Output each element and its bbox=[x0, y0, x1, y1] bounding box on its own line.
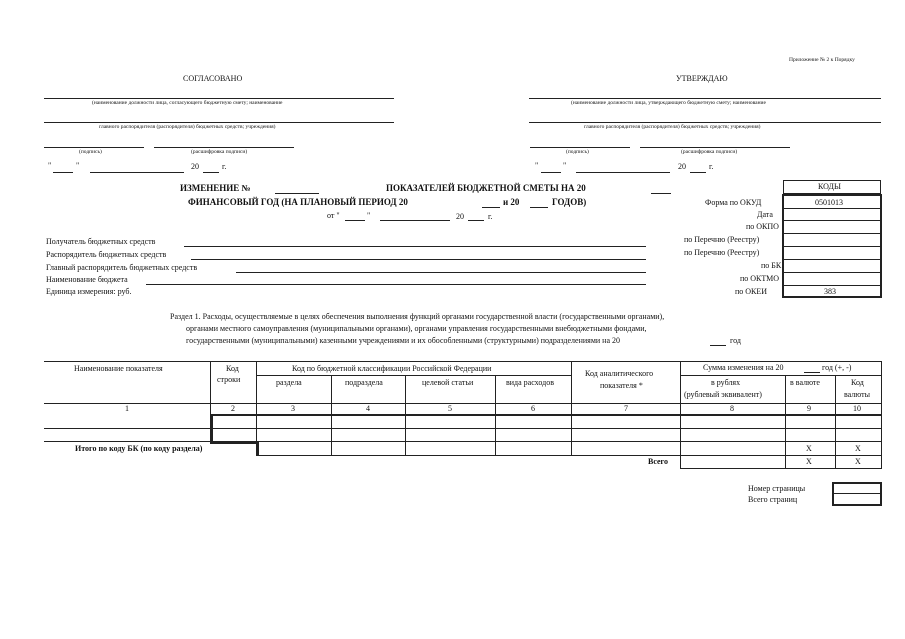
th-rub-a: в рублях bbox=[711, 378, 741, 387]
table-total-all-bottom bbox=[680, 468, 882, 469]
table-top-border bbox=[44, 361, 882, 362]
code-value-registry-1[interactable] bbox=[784, 234, 880, 246]
heading-plan-year1-line[interactable] bbox=[482, 207, 500, 208]
approval-right-year-line[interactable] bbox=[690, 172, 706, 173]
table-numbers-bottom bbox=[210, 414, 882, 416]
th-sum-a: Сумма изменения на 20 bbox=[703, 363, 784, 372]
approval-left-quote-open: " bbox=[48, 161, 52, 170]
section-year-suffix: год bbox=[730, 336, 741, 345]
approval-right-manager-line[interactable] bbox=[529, 122, 881, 123]
heading-date-year: 20 bbox=[456, 212, 464, 221]
th-curcode-b: валюты bbox=[844, 390, 871, 399]
approval-right-position-line[interactable] bbox=[529, 98, 881, 99]
approval-right-manager-caption: главного распорядителя (распорядителя) бюджетных средств; учреждения) bbox=[584, 124, 761, 130]
code-label-okud: Форма по ОКУД bbox=[705, 198, 762, 207]
th-code-b: строки bbox=[217, 375, 241, 384]
col-line bbox=[331, 375, 332, 455]
total-bk-x-curcode: X bbox=[855, 444, 861, 453]
th-name: Наименование показателя bbox=[74, 364, 163, 373]
approval-left-quote-close: " bbox=[76, 161, 80, 170]
code-value-oktmo[interactable] bbox=[784, 273, 880, 285]
page-box-divider bbox=[833, 493, 881, 494]
col-num-2: 2 bbox=[231, 404, 235, 413]
approval-right-position-caption: (наименование должности лица, утверждающего бюджетную смету; наименование bbox=[571, 100, 766, 106]
th-currency: в валюте bbox=[790, 378, 820, 387]
table-total-bk-bottom bbox=[256, 455, 882, 456]
approval-left-year-suffix: г. bbox=[222, 162, 227, 171]
code-value-okpo[interactable] bbox=[784, 221, 880, 233]
th-analytic-a: Код аналитического bbox=[585, 369, 654, 378]
th-bk-target: целевой статьи bbox=[422, 378, 474, 387]
col-line bbox=[571, 361, 572, 455]
table-row-divider bbox=[44, 441, 882, 442]
th-sum-b: год (+, -) bbox=[822, 363, 852, 372]
col-line bbox=[881, 361, 882, 468]
th-bk-subsection: подраздела bbox=[345, 378, 383, 387]
col-line bbox=[495, 375, 496, 455]
page-total-label: Всего страниц bbox=[748, 495, 798, 504]
col-num-8: 8 bbox=[730, 404, 734, 413]
field-recipient: Получатель бюджетных средств bbox=[46, 237, 156, 246]
page-number-label: Номер страницы bbox=[748, 484, 806, 493]
approval-left-title: СОГЛАСОВАНО bbox=[183, 74, 243, 83]
total-bk-label: Итого по коду БК (по коду раздела) bbox=[75, 444, 203, 453]
approval-right-quote-close: " bbox=[563, 161, 567, 170]
code-label-okpo: по ОКПО bbox=[746, 222, 779, 231]
approval-right-quote-open: " bbox=[535, 161, 539, 170]
sum-subheader-line bbox=[680, 375, 882, 376]
approval-right-year-suffix: г. bbox=[709, 162, 714, 171]
approval-right-decoding-caption: (расшифровка подписи) bbox=[681, 149, 738, 155]
field-manager: Распорядитель бюджетных средств bbox=[46, 250, 167, 259]
field-unit: Единица измерения: руб. bbox=[46, 287, 132, 296]
heading-date-quote: " bbox=[367, 211, 371, 220]
col-line bbox=[211, 414, 213, 442]
appendix-note: Приложение № 2 к Порядку bbox=[789, 57, 855, 63]
code-value-date[interactable] bbox=[784, 209, 880, 220]
approval-right-signature-caption: (подпись) bbox=[566, 149, 589, 155]
col-line bbox=[785, 375, 786, 468]
field-main-manager: Главный распорядитель бюджетных средств bbox=[46, 263, 198, 272]
col-num-6: 6 bbox=[531, 404, 535, 413]
col-num-1: 1 bbox=[125, 404, 129, 413]
code-row-divider bbox=[783, 285, 881, 286]
col-num-9: 9 bbox=[807, 404, 811, 413]
heading-change-no: ИЗМЕНЕНИЕ № bbox=[180, 183, 251, 193]
approval-left-manager-line[interactable] bbox=[44, 122, 394, 123]
approval-left-month-line[interactable] bbox=[90, 172, 184, 173]
code-value-okei: 383 bbox=[824, 287, 836, 296]
total-all-x-currency: X bbox=[806, 457, 812, 466]
col-num-4: 4 bbox=[366, 404, 370, 413]
section-year-line[interactable] bbox=[710, 345, 726, 346]
field-budget-name: Наименование бюджета bbox=[46, 275, 128, 284]
total-all-x-curcode: X bbox=[855, 457, 861, 466]
table-header-bottom bbox=[44, 403, 882, 404]
code-label-okei: по ОКЕИ bbox=[735, 287, 768, 296]
code-label-registry-2: по Перечню (Реестру) bbox=[684, 248, 760, 257]
approval-left-manager-caption: главного распорядителя (распорядителя) бюджетных средств; учреждения) bbox=[99, 124, 276, 130]
approval-right-year-prefix: 20 bbox=[678, 162, 686, 171]
heading-date-month-line[interactable] bbox=[380, 220, 450, 221]
codes-header: КОДЫ bbox=[818, 182, 841, 191]
code-label-oktmo: по ОКТМО bbox=[740, 274, 780, 283]
field-main-manager-line[interactable] bbox=[236, 272, 646, 273]
bk-subheader-line bbox=[256, 375, 571, 376]
codes-header-cell bbox=[783, 180, 881, 194]
approval-left-day-line[interactable] bbox=[53, 172, 73, 173]
field-recipient-line[interactable] bbox=[184, 246, 646, 247]
approval-left-position-line[interactable] bbox=[44, 98, 394, 99]
heading-plan-year2-line[interactable] bbox=[530, 207, 548, 208]
col-num-3: 3 bbox=[291, 404, 295, 413]
field-manager-line[interactable] bbox=[191, 259, 646, 260]
table-row-divider bbox=[210, 442, 256, 444]
code-value-registry-2[interactable] bbox=[784, 247, 880, 259]
total-all-label: Всего bbox=[648, 457, 668, 466]
approval-left-year-line[interactable] bbox=[203, 172, 219, 173]
total-bk-x-currency: X bbox=[806, 444, 812, 453]
section-line-2: органами местного самоуправления (муниципальными органами), органами управления государственными внебюджетными фондами, bbox=[186, 324, 647, 333]
th-code-a: Код bbox=[226, 364, 239, 373]
th-rub-b: (рублевый эквивалент) bbox=[684, 390, 762, 399]
table-row-divider bbox=[44, 428, 882, 429]
section-line-1: Раздел 1. Расходы, осуществляемые в целях обеспечения выполнения функций органами государственной власти (государственными органами), bbox=[170, 312, 665, 321]
heading-date-suffix: г. bbox=[488, 212, 493, 221]
heading-date-year-line[interactable] bbox=[468, 220, 484, 221]
th-bk-section: раздела bbox=[276, 378, 302, 387]
approval-left-position-caption: (наименование должности лица, согласующего бюджетную смету; наименование bbox=[92, 100, 283, 106]
page-number-box[interactable] bbox=[832, 482, 882, 506]
approval-left-decoding-line[interactable] bbox=[154, 147, 294, 148]
code-label-registry-1: по Перечню (Реестру) bbox=[684, 235, 760, 244]
th-analytic-b: показателя * bbox=[600, 381, 643, 390]
col-line bbox=[405, 375, 406, 455]
approval-right-title: УТВЕРЖДАЮ bbox=[676, 74, 728, 83]
col-line bbox=[680, 361, 681, 468]
code-label-bk: по БК bbox=[761, 261, 782, 270]
code-value-bk[interactable] bbox=[784, 260, 880, 272]
heading-line2-c: ГОДОВ) bbox=[552, 197, 587, 207]
col-num-7: 7 bbox=[624, 404, 628, 413]
col-num-10: 10 bbox=[853, 404, 861, 413]
approval-right-day-line[interactable] bbox=[541, 172, 561, 173]
heading-change-no-line[interactable] bbox=[275, 193, 319, 194]
heading-indicators: ПОКАЗАТЕЛЕЙ БЮДЖЕТНОЙ СМЕТЫ НА 20 bbox=[386, 183, 586, 193]
heading-year-line[interactable] bbox=[651, 193, 671, 194]
col-line bbox=[835, 375, 836, 468]
approval-left-signature-caption: (подпись) bbox=[79, 149, 102, 155]
approval-right-month-line[interactable] bbox=[576, 172, 670, 173]
approval-left-decoding-caption: (расшифровка подписи) bbox=[191, 149, 248, 155]
heading-date-from: от " bbox=[327, 211, 340, 220]
col-num-5: 5 bbox=[448, 404, 452, 413]
heading-line2-a: ФИНАНСОВЫЙ ГОД (НА ПЛАНОВЫЙ ПЕРИОД 20 bbox=[188, 197, 408, 207]
heading-line2-b: и 20 bbox=[503, 197, 520, 207]
approval-left-signature-line[interactable] bbox=[44, 147, 144, 148]
field-budget-name-line[interactable] bbox=[146, 284, 646, 285]
approval-right-signature-line[interactable] bbox=[530, 147, 630, 148]
approval-right-decoding-line[interactable] bbox=[640, 147, 790, 148]
th-bk: Код по бюджетной классификации Российской Федерации bbox=[292, 364, 492, 373]
section-line-3: государственными (муниципальными) казенными учреждениями и их обособленными (структурными) подразделениями на 20 bbox=[186, 336, 621, 345]
code-value-okud: 0501013 bbox=[815, 198, 843, 207]
approval-left-year-prefix: 20 bbox=[191, 162, 199, 171]
th-sum-year-line[interactable] bbox=[804, 372, 820, 373]
code-label-date: Дата bbox=[757, 210, 773, 219]
th-bk-type: вида расходов bbox=[506, 378, 554, 387]
th-curcode-a: Код bbox=[851, 378, 864, 387]
col-line bbox=[257, 442, 259, 455]
heading-date-day-line[interactable] bbox=[345, 220, 365, 221]
